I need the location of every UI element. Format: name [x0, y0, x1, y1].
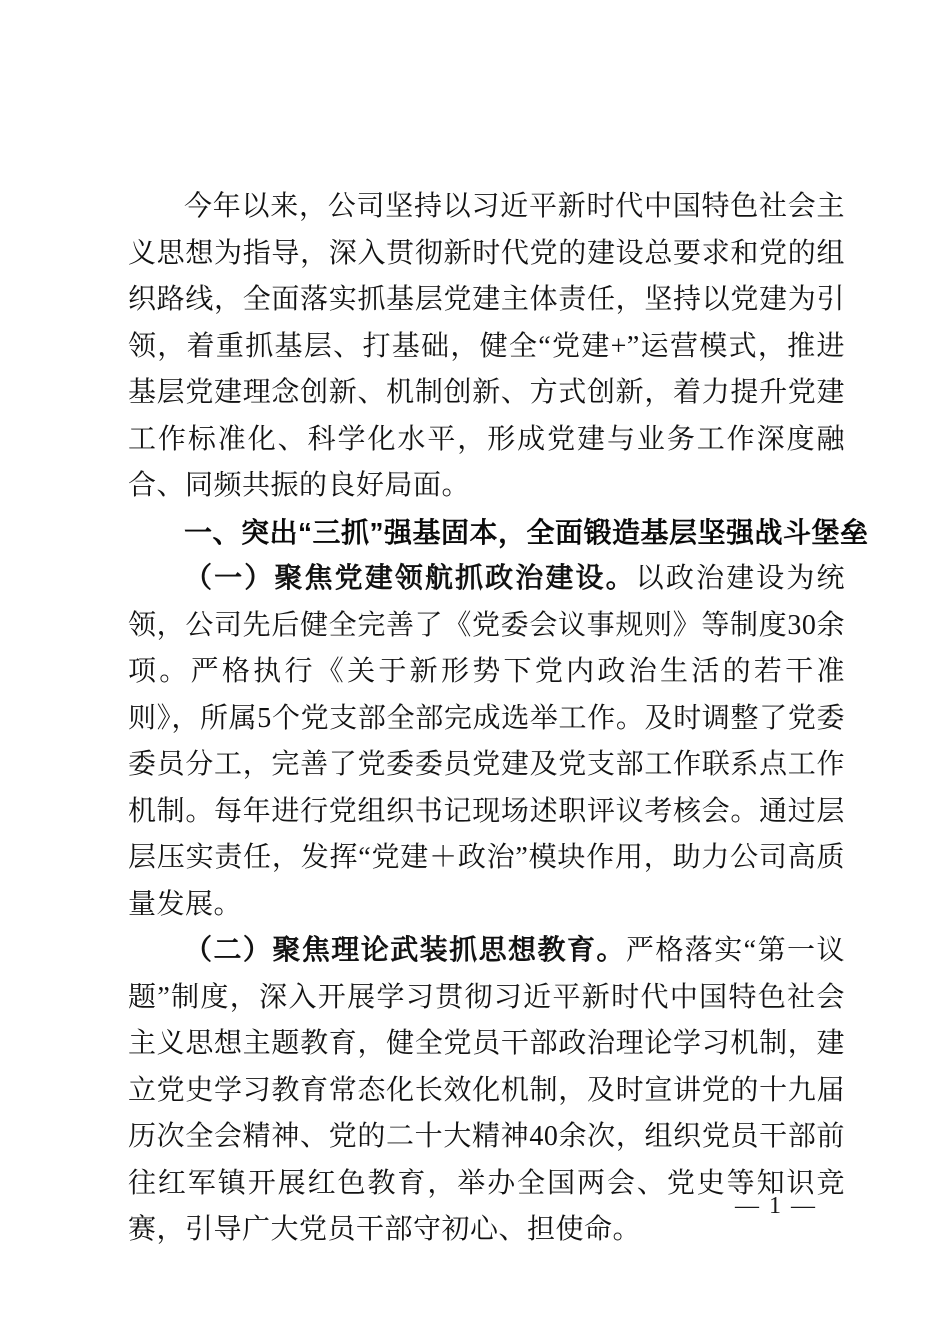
subsection-paragraph-1	[128, 556, 845, 928]
subsection-1-lead: （一）聚焦党建领航抓政治建设。	[184, 563, 636, 594]
document-body	[128, 184, 869, 1254]
subsection-2-lead: （二）聚焦理论武装抓思想教育。	[184, 935, 626, 966]
section-heading-1: 一、突出“三抓”强基固本，全面锻造基层坚强战斗堡垒	[184, 516, 869, 548]
intro-paragraph: 今年以来，公司坚持以习近平新时代中国特色社会主义思想为指导，深入贯彻新时代党的建设总要求和党的组织路线，全面落实抓基层党建主体责任，坚持以党建为引领，着重抓基层、打基础，健全“党建+”运营模式，推进基层党建理念创新、机制创新、方式创新，着力提升党建工作标准化、科学化水平，形成党建与业务工作深度融合、同频共振的良好局面。	[128, 191, 845, 501]
subsection-2-body: 严格落实“第一议题”制度，深入开展学习贯彻习近平新时代中国特色社会主义思想主题教育，健全党员干部政治理论学习机制，建立党史学习教育常态化长效化机制，及时宣讲党的十九届历次全会精神、党的二十大精神40余次，组织党员干部前往红军镇开展红色教育，举办全国两会、党史等知识竞赛，引导广大党员干部守初心、担使命。	[128, 935, 845, 1245]
subsection-1-body: 以政治建设为统领，公司先后健全完善了《党委会议事规则》等制度30余项。严格执行《关于新形势下党内政治生活的若干准则》，所属5个党支部全部完成选举工作。及时调整了党委委员分工，完善了党委委员党建及党支部工作联系点工作机制。每年进行党组织书记现场述职评议考核会。通过层层压实责任，发挥“党建＋政治”模块作用，助力公司高质量发展。	[128, 563, 845, 920]
page-number: — 1 —	[735, 1193, 817, 1219]
